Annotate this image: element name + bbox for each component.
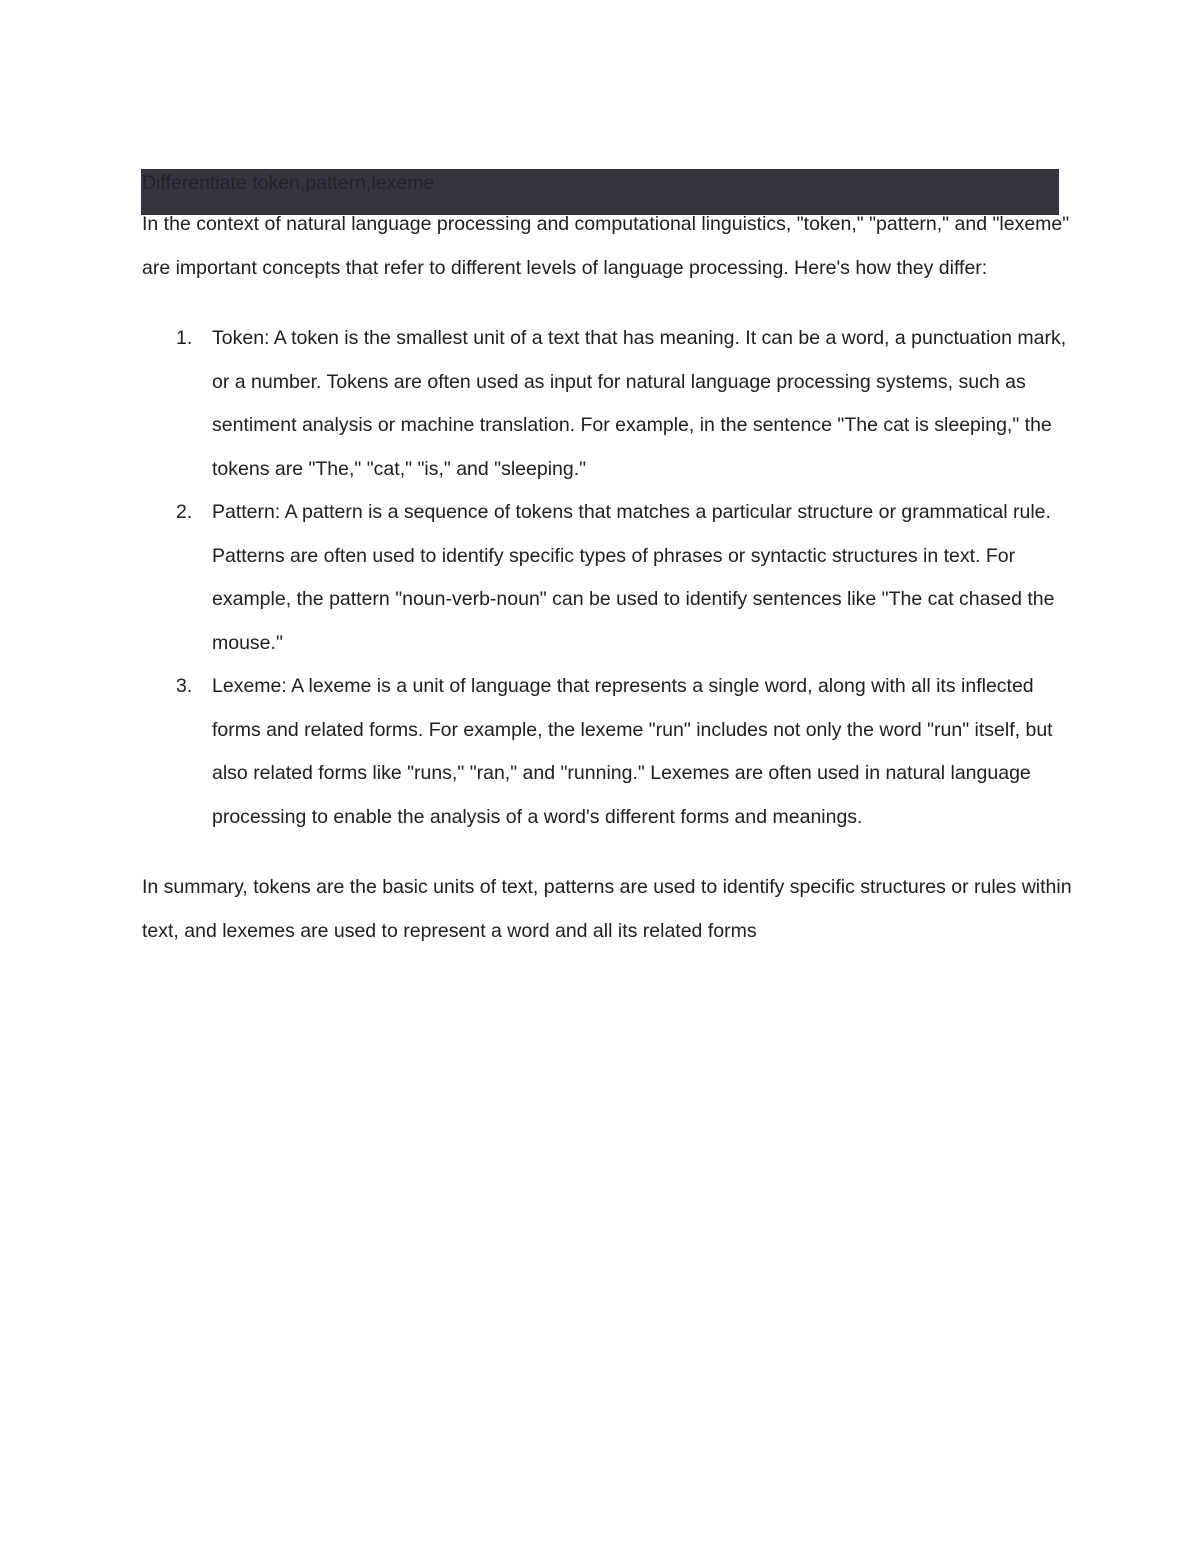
list-item-lexeme (142, 665, 1072, 839)
list-number: 3. (176, 675, 193, 697)
intro-paragraph: In the context of natural language processing and computational linguistics, "token," "pattern," and "lexeme" are important concepts that refer to different levels of language processing. Here's how they differ: (142, 213, 1070, 279)
summary-paragraph: In summary, tokens are the basic units of text, patterns are used to identify specific structures or rules within text, and lexemes are used to represent a word and all its related forms (142, 876, 1072, 942)
definition-list (142, 317, 1072, 839)
document-title: Differentiate token,pattern,lexeme (142, 172, 435, 194)
list-item-text: Pattern: A pattern is a sequence of tokens that matches a particular structure or grammatical rule. Patterns are often used to identify specific types of phrases or syntactic structures in text. For example, the pattern "noun-verb-noun" can be used to identify sentences like "The cat chased the mouse." (212, 501, 1055, 654)
list-item-pattern (142, 491, 1072, 665)
list-number: 2. (176, 501, 193, 523)
list-item-token (142, 317, 1072, 491)
document-body (142, 203, 1072, 953)
list-item-text: Lexeme: A lexeme is a unit of language that represents a single word, along with all its inflected forms and related forms. For example, the lexeme "run" includes not only the word "run" itself, but also related forms like "runs," "ran," and "running." Lexemes are often used in natural language processing to enable the analysis of a word's different forms and meanings. (212, 675, 1053, 828)
list-item-text: Token: A token is the smallest unit of a text that has meaning. It can be a word, a punctuation mark, or a number. Tokens are often used as input for natural language processing systems, such as sentiment analysis or machine translation. For example, in the sentence "The cat is sleeping," the tokens are "The," "cat," "is," and "sleeping." (212, 327, 1067, 480)
list-number: 1. (176, 327, 193, 349)
